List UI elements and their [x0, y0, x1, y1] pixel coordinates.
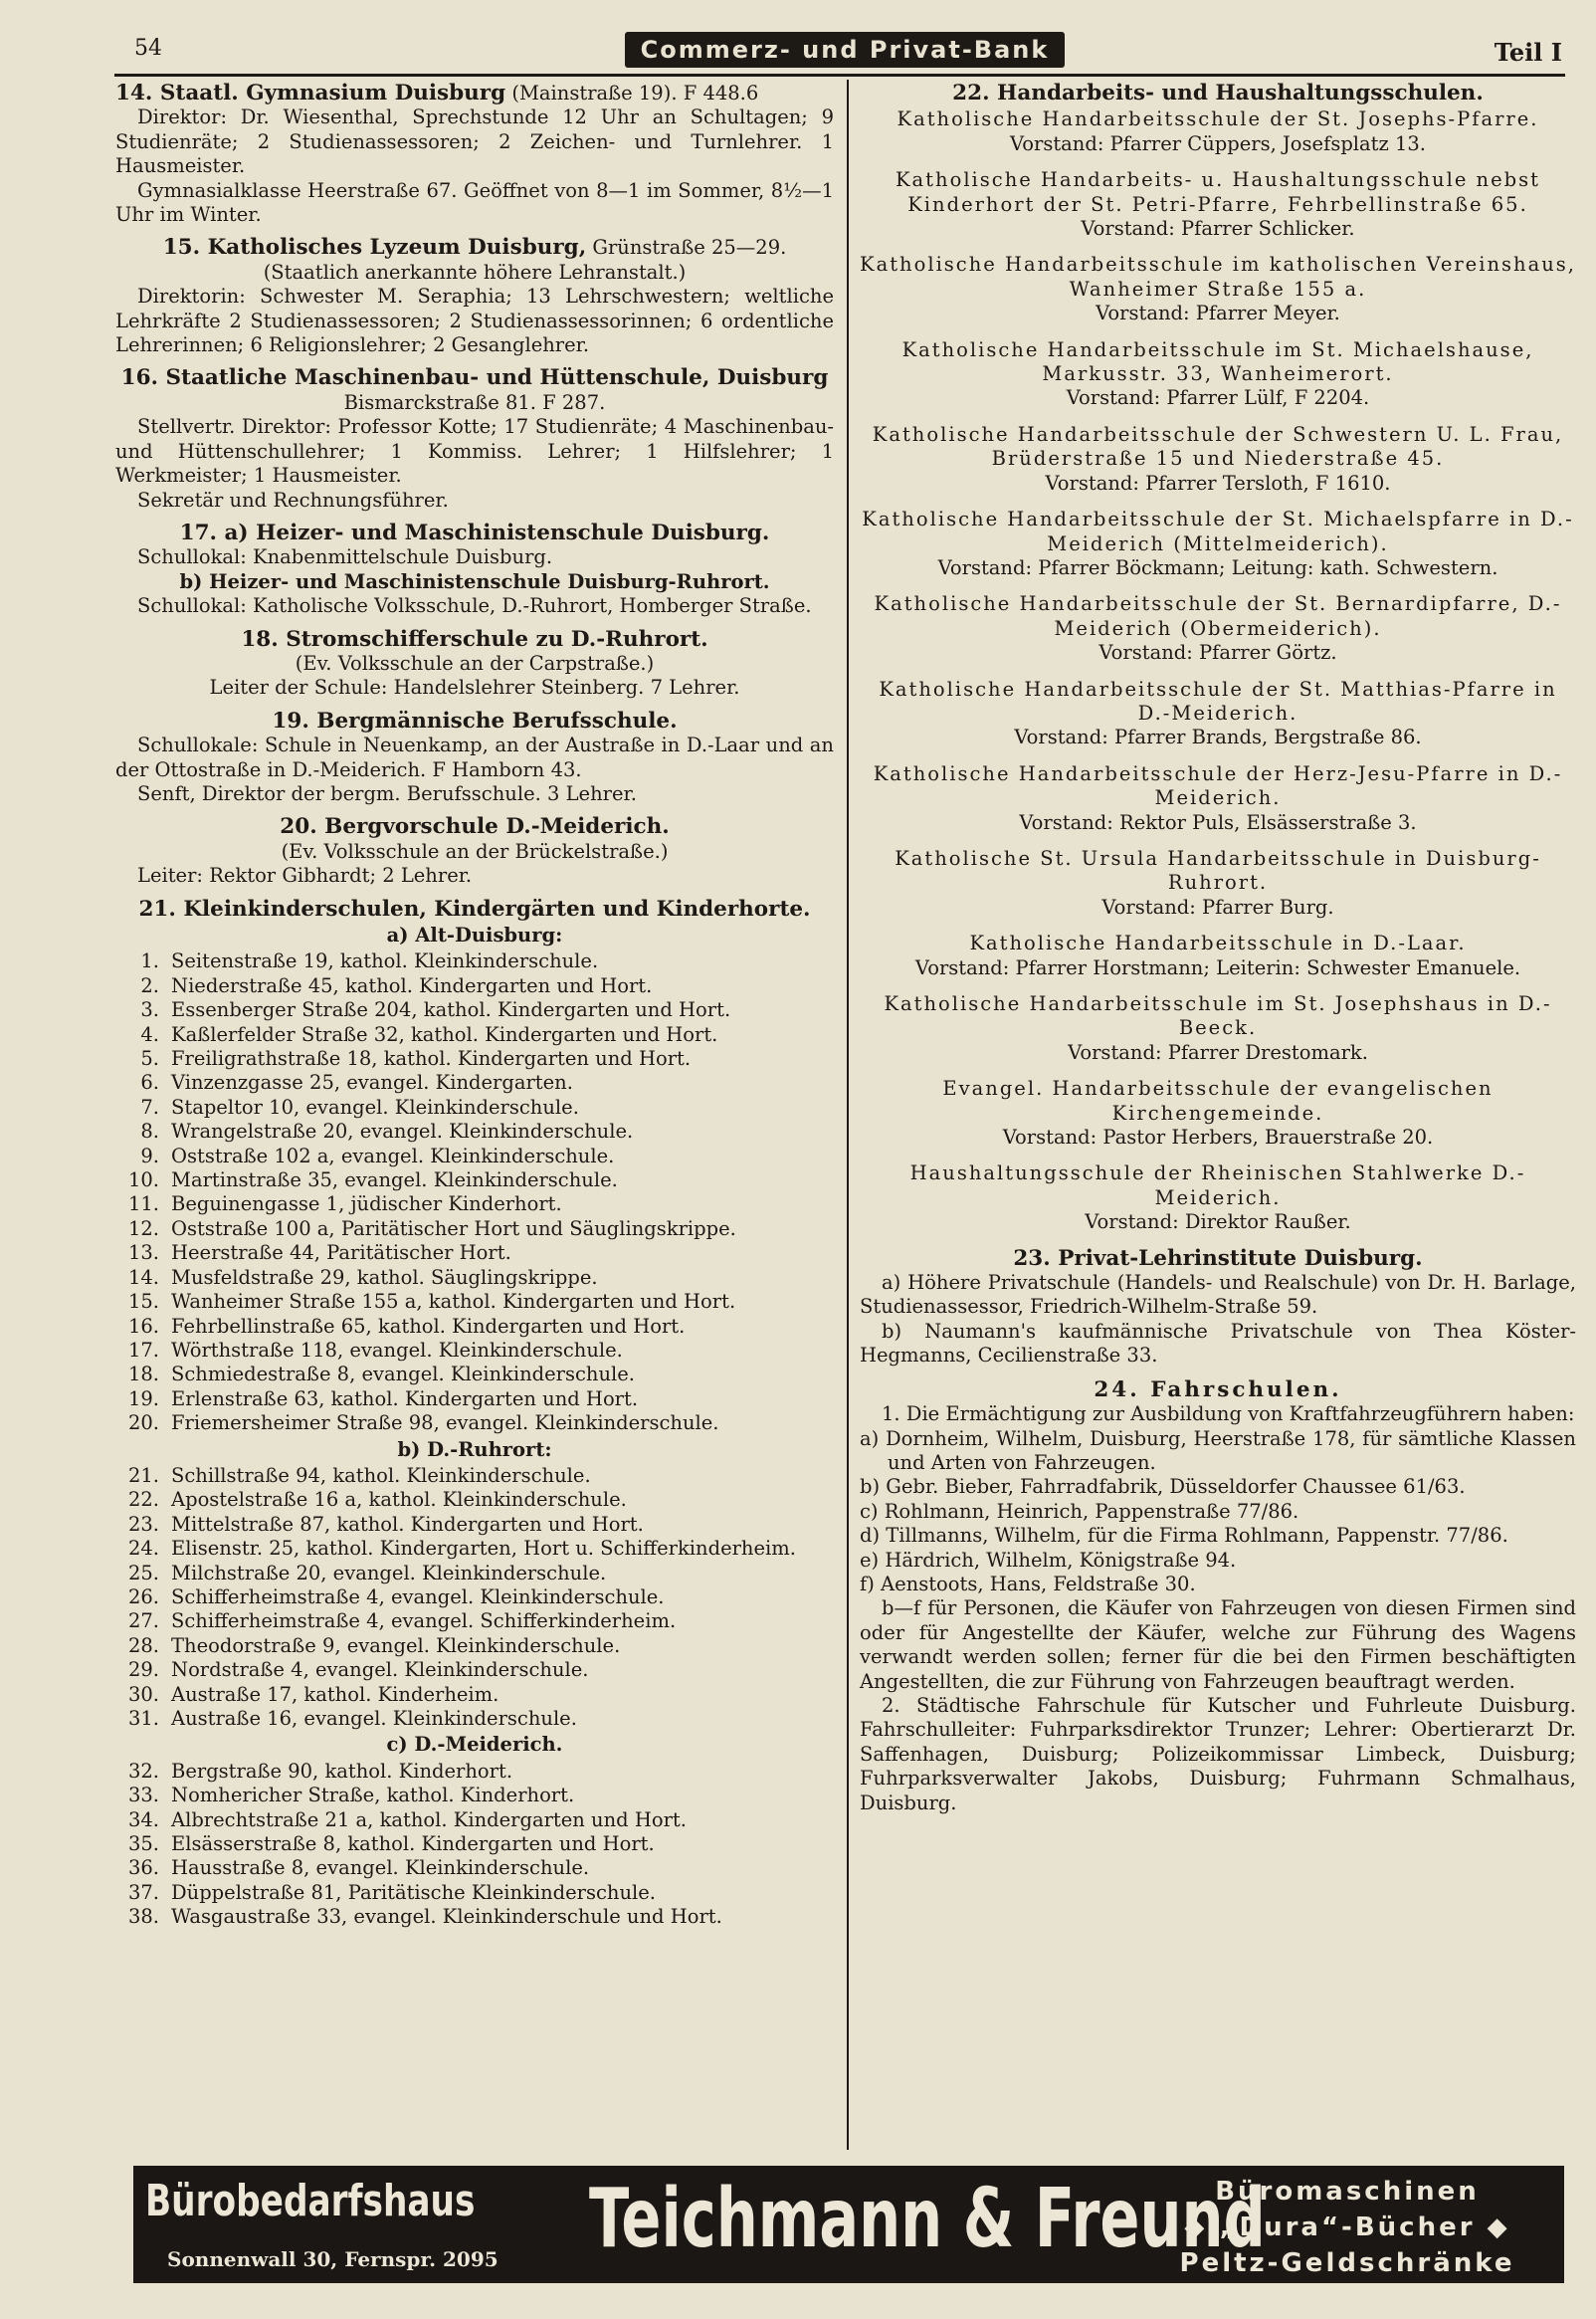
list-item — [115, 1315, 834, 1339]
list-item — [115, 1387, 834, 1411]
group-label: b) D.-Ruhrort: — [397, 1437, 552, 1461]
section-title: 23. Privat-Lehrinstitute Duisburg. — [1013, 1245, 1423, 1271]
list-item-text: Elsässerstraße 8, kathol. Kindergarten und Hort. — [171, 1832, 655, 1856]
list-item — [115, 1513, 834, 1537]
ad-company: Teichmann & Freund — [589, 2172, 1266, 2266]
list-item — [115, 1832, 834, 1856]
school-entry — [860, 762, 1576, 835]
ad-right-line: ◆ „Dura“-Bücher ◆ — [1184, 2213, 1510, 2242]
list-item-text: Nordstraße 4, evangel. Kleinkinderschule. — [171, 1658, 589, 1682]
list-item — [115, 1241, 834, 1265]
list-item-text: Wasgaustraße 33, evangel. Kleinkinderschule und Hort. — [171, 1905, 722, 1929]
school-board: Vorstand: Pfarrer Böckmann; Leitung: kath. Schwestern. — [937, 555, 1498, 579]
list-item-number: 35. — [127, 1832, 159, 1856]
entry-text: Stellvertr. Direktor: Professor Kotte; 17 Studienräte; 4 Maschinenbau- und Hüttenschullehrer; 1 Kommiss. Lehrer; 1 Hilfslehrer; 1 Werkmeister; 1 Hausmeister. — [115, 415, 834, 488]
driving-school-item: f) Aenstoots, Hans, Feldstraße 30. — [860, 1572, 1196, 1595]
school-board: Vorstand: Pfarrer Cüppers, Josefsplatz 13. — [1009, 131, 1426, 155]
list-item-number: 31. — [127, 1707, 159, 1730]
school-name: Evangel. Handarbeitsschule der evangelischen Kirchengemeinde. — [942, 1077, 1494, 1125]
list-item — [115, 1023, 834, 1047]
ad-right — [1138, 2174, 1556, 2281]
school-entry — [860, 338, 1576, 411]
entry-text: Schullokal: Knabenmittelschule Duisburg. — [137, 545, 553, 569]
list-item-number: 15. — [127, 1290, 159, 1314]
list-item-text: Hausstraße 8, evangel. Kleinkinderschule. — [171, 1856, 590, 1880]
list-item-number: 16. — [127, 1314, 159, 1338]
school-entry — [860, 932, 1576, 980]
list-item-number: 18. — [127, 1363, 159, 1386]
list-item — [115, 1145, 834, 1168]
list-item — [115, 1683, 834, 1707]
school-entry — [860, 678, 1576, 750]
school-board: Vorstand: Rektor Puls, Elsässerstraße 3. — [1019, 810, 1417, 834]
list-item — [115, 1192, 834, 1216]
list-item-number: 20. — [127, 1411, 159, 1435]
list-item — [115, 1488, 834, 1512]
list-item-text: Albrechtstraße 21 a, kathol. Kindergarten und Hort. — [171, 1807, 687, 1831]
entry-subtitle: Bismarckstraße 81. F 287. — [343, 390, 606, 414]
driving-school-item: a) Dornheim, Wilhelm, Duisburg, Heerstraße 178, für sämtliche Klassen und Arten von Fahrzeugen. — [860, 1426, 1576, 1474]
list-item — [115, 1217, 834, 1241]
list-item-text: Oststraße 100 a, Paritätischer Hort und Säuglingskrippe. — [171, 1216, 736, 1240]
list-item — [115, 1168, 834, 1192]
entry-text: Schullokal: Katholische Volksschule, D.-Ruhrort, Homberger Straße. — [137, 594, 812, 618]
school-entry — [860, 1077, 1576, 1150]
entry-subtitle: b) Heizer- und Maschinistenschule Duisburg-Ruhrort. — [179, 569, 770, 593]
list-item-number: 29. — [127, 1658, 159, 1682]
list-item — [115, 949, 834, 973]
list-item-text: Wrangelstraße 20, evangel. Kleinkinderschule. — [171, 1120, 634, 1144]
list-item-number: 22. — [127, 1488, 159, 1512]
list-item-text: Vinzenzgasse 25, evangel. Kindergarten. — [171, 1071, 573, 1095]
list-item — [115, 1464, 834, 1488]
list-item-text: Seitenstraße 19, kathol. Kleinkinderschule. — [171, 949, 599, 973]
list-item-number: 28. — [127, 1633, 159, 1657]
entry-text: a) Höhere Privatschule (Handels- und Realschule) von Dr. H. Barlage, Studienassessor, Friedrich-Wilhelm-Straße 59. — [860, 1271, 1576, 1319]
school-entry — [860, 168, 1576, 241]
list-item-text: Apostelstraße 16 a, kathol. Kleinkinderschule. — [171, 1488, 627, 1512]
list-item-text: Musfeldstraße 29, kathol. Säuglingskrippe. — [171, 1265, 598, 1289]
list-item — [115, 1760, 834, 1784]
list-item-number: 34. — [127, 1807, 159, 1831]
school-board: Vorstand: Pfarrer Schlicker. — [1081, 217, 1355, 241]
list-item — [115, 1339, 834, 1363]
section-21 — [115, 898, 834, 1930]
list-item-text: Nomhericher Straße, kathol. Kinderhort. — [171, 1784, 575, 1807]
list-item-number: 13. — [127, 1241, 159, 1265]
list-item-text: Erlenstraße 63, kathol. Kindergarten und Hort. — [171, 1386, 639, 1410]
list-item-number: 38. — [127, 1905, 159, 1929]
advertisement — [133, 2166, 1564, 2283]
school-name: Katholische Handarbeits- u. Haushaltungsschule nebst Kinderhort der St. Petri-Pfarre, Fehrbellinstraße 65. — [895, 168, 1540, 216]
list-item-text: Bergstraße 90, kathol. Kinderhort. — [171, 1759, 513, 1783]
entry-text: 1. Die Ermächtigung zur Ausbildung von Kraftfahrzeugführern haben: — [882, 1402, 1575, 1426]
section-title: 21. Kleinkinderschulen, Kindergärten und Kinderhorte. — [138, 896, 811, 922]
list-item — [115, 1658, 834, 1682]
entry-title-tail: Grünstraße 25—29. — [586, 236, 787, 260]
list-item-number: 23. — [127, 1512, 159, 1536]
list-item-text: Austraße 17, kathol. Kinderheim. — [171, 1682, 499, 1706]
list-item-number: 37. — [127, 1880, 159, 1904]
list-item-number: 11. — [127, 1192, 159, 1216]
list-item-text: Oststraße 102 a, evangel. Kleinkinderschule. — [171, 1144, 615, 1167]
group-list-ruhrort — [115, 1464, 834, 1731]
entry-text: Leiter der Schule: Handelslehrer Steinberg. 7 Lehrer. — [209, 676, 740, 700]
entry-text: Schullokale: Schule in Neuenkamp, an der Austraße in D.-Laar und an der Ottostraße in D.-Meiderich. F Hamborn 43. — [115, 734, 834, 781]
list-item-text: Beguinengasse 1, jüdischer Kinderhort. — [171, 1192, 562, 1216]
list-item-number: 3. — [140, 998, 159, 1022]
entry-title: 15. Katholisches Lyzeum Duisburg, — [162, 235, 587, 261]
left-column — [115, 82, 834, 1930]
list-item-number: 30. — [127, 1682, 159, 1706]
school-board: Vorstand: Pfarrer Burg. — [1101, 895, 1334, 919]
list-item-number: 1. — [140, 949, 159, 973]
list-item-number: 17. — [127, 1338, 159, 1362]
entry-19 — [115, 710, 834, 807]
school-board: Vorstand: Pfarrer Meyer. — [1096, 302, 1340, 325]
list-item-number: 10. — [127, 1168, 159, 1192]
school-name: Katholische Handarbeitsschule der St. Josephs-Pfarre. — [897, 107, 1539, 131]
list-item — [115, 1266, 834, 1290]
entry-16 — [115, 366, 834, 512]
group-label: c) D.-Meiderich. — [386, 1733, 563, 1757]
entry-subtitle: (Staatlich anerkannte höhere Lehranstalt.) — [263, 260, 687, 284]
school-board: Vorstand: Pfarrer Tersloth, F 1610. — [1045, 471, 1391, 495]
entry-text: Gymnasialklasse Heerstraße 67. Geöffnet von 8—1 im Sommer, 8½—1 Uhr im Winter. — [115, 178, 834, 227]
school-entry — [860, 508, 1576, 580]
list-item-number: 6. — [140, 1071, 159, 1095]
entry-text: Sekretär und Rechnungsführer. — [137, 488, 449, 512]
list-item — [115, 1881, 834, 1905]
entry-20 — [115, 815, 834, 888]
school-board: Vorstand: Pastor Herbers, Brauerstraße 20. — [1002, 1126, 1434, 1150]
school-name: Katholische Handarbeitsschule der St. Michaelspfarre in D.-Meiderich (Mittelmeiderich). — [862, 508, 1574, 555]
column-divider — [847, 80, 849, 2150]
list-item-number: 26. — [127, 1584, 159, 1608]
list-item — [115, 1609, 834, 1633]
school-entry — [860, 592, 1576, 665]
list-item-text: Freiligrathstraße 18, kathol. Kindergarten und Hort. — [171, 1047, 692, 1071]
list-item — [115, 1537, 834, 1561]
page-number: 54 — [134, 36, 162, 61]
list-item-text: Schifferheimstraße 4, evangel. Schifferkinderheim. — [171, 1609, 677, 1633]
list-item-text: Stapeltor 10, evangel. Kleinkinderschule. — [171, 1095, 579, 1119]
entry-text: b—f für Personen, die Käufer von Fahrzeugen von diesen Firmen sind oder für Angestellte der Käufer, welche zur Führung des Wagens verwandt werden sollen; ferner für die bei den Firmen beschäftigten Angestellten, die zur Führung von Fahrzeugen beauftragt werden. — [860, 1596, 1576, 1693]
list-item — [115, 998, 834, 1022]
list-item — [115, 1071, 834, 1095]
list-item — [115, 1096, 834, 1120]
school-board: Vorstand: Pfarrer Brands, Bergstraße 86. — [1014, 726, 1422, 749]
list-item — [115, 1290, 834, 1314]
section-22-list — [860, 107, 1576, 1234]
school-entry — [860, 423, 1576, 496]
header-rule — [114, 74, 1565, 77]
group-list-alt-duisburg — [115, 949, 834, 1435]
list-item — [115, 1047, 834, 1071]
list-item-text: Düppelstraße 81, Paritätische Kleinkinderschule. — [171, 1880, 657, 1904]
list-item-text: Elisenstr. 25, kathol. Kindergarten, Hort u. Schifferkinderheim. — [171, 1537, 796, 1561]
entry-title: 20. Bergvorschule D.-Meiderich. — [280, 814, 670, 840]
driving-school-item: c) Rohlmann, Heinrich, Pappenstraße 77/86. — [860, 1499, 1299, 1523]
list-item — [115, 1808, 834, 1832]
list-item-number: 19. — [127, 1386, 159, 1410]
list-item-number: 33. — [127, 1784, 159, 1807]
school-name: Katholische Handarbeitsschule im katholischen Vereinshaus, Wanheimer Straße 155 a. — [860, 253, 1576, 301]
ad-right-line: Büromaschinen — [1215, 2177, 1480, 2207]
entry-text: 2. Städtische Fahrschule für Kutscher und Fuhrleute Duisburg. Fahrschulleiter: Fuhrparksdirektor Trunzer; Lehrer: Obertierarzt Dr. Saffenhagen, Duisburg; Polizeikommissar Limbeck, Duisburg; Fuhrparksverwalter Jakobs, Duisburg; Fuhrmann Schmalhaus, Duisburg. — [860, 1693, 1576, 1814]
list-item-text: Austraße 16, evangel. Kleinkinderschule. — [171, 1707, 577, 1730]
list-item — [115, 1856, 834, 1880]
list-item-text: Schmiedestraße 8, evangel. Kleinkinderschule. — [171, 1363, 636, 1386]
list-item-text: Schifferheimstraße 4, evangel. Kleinkinderschule. — [171, 1584, 665, 1608]
entry-title: 18. Stromschifferschule zu D.-Ruhrort. — [241, 626, 708, 652]
school-entry — [860, 992, 1576, 1065]
list-item — [115, 1634, 834, 1658]
list-item-number: 32. — [127, 1759, 159, 1783]
entry-text: b) Naumann's kaufmännische Privatschule von Thea Köster-Hegmanns, Cecilienstraße 33. — [860, 1319, 1576, 1368]
list-item-number: 9. — [140, 1144, 159, 1167]
list-item — [115, 1120, 834, 1144]
list-item-text: Theodorstraße 9, evangel. Kleinkinderschule. — [171, 1633, 621, 1657]
list-item-number: 36. — [127, 1856, 159, 1880]
list-item-number: 24. — [127, 1537, 159, 1561]
list-item-number: 5. — [140, 1047, 159, 1071]
list-item — [115, 1411, 834, 1435]
entry-subtitle: (Ev. Volksschule an der Carpstraße.) — [295, 651, 655, 675]
school-entry — [860, 107, 1576, 156]
list-item-text: Wörthstraße 118, evangel. Kleinkinderschule. — [171, 1338, 623, 1362]
list-item — [115, 974, 834, 998]
school-entry — [860, 253, 1576, 325]
group-label: a) Alt-Duisburg: — [386, 924, 563, 947]
list-item-text: Fehrbellinstraße 65, kathol. Kindergarten und Hort. — [171, 1314, 686, 1338]
list-item-number: 21. — [127, 1463, 159, 1487]
section-title: 24. Fahrschulen. — [1094, 1376, 1342, 1402]
list-item-text: Martinstraße 35, evangel. Kleinkinderschule. — [171, 1168, 618, 1192]
school-board: Vorstand: Pfarrer Lülf, F 2204. — [1066, 386, 1370, 410]
list-item-text: Essenberger Straße 204, kathol. Kindergarten und Hort. — [171, 998, 731, 1022]
list-item-text: Niederstraße 45, kathol. Kindergarten und Hort. — [171, 973, 653, 997]
entry-17 — [115, 522, 834, 619]
list-item-text: Milchstraße 20, evangel. Kleinkinderschule. — [171, 1561, 607, 1584]
list-item-number: 14. — [127, 1265, 159, 1289]
list-item-number: 8. — [140, 1120, 159, 1144]
list-item-number: 2. — [140, 973, 159, 997]
entry-title-tail: (Mainstraße 19). F 448.6 — [505, 82, 759, 105]
list-item — [115, 1363, 834, 1386]
entry-text: Senft, Direktor der bergm. Berufsschule. 3 Lehrer. — [137, 781, 637, 805]
list-item — [115, 1562, 834, 1585]
ad-left-title: Bürobedarfshaus — [145, 2176, 476, 2226]
section-24-list — [860, 1427, 1576, 1597]
ad-address: Sonnenwall 30, Fernspr. 2095 — [167, 2247, 499, 2271]
list-item-text: Schillstraße 94, kathol. Kleinkinderschule. — [171, 1463, 591, 1487]
school-board: Vorstand: Pfarrer Drestomark. — [1068, 1040, 1368, 1064]
entry-text: Direktorin: Schwester M. Seraphia; 13 Lehrschwestern; weltliche Lehrkräfte 2 Studienassessoren; 2 Studienassessorinnen; 6 ordentliche Lehrerinnen; 6 Religionslehrer; 2 Gesanglehrer. — [115, 285, 834, 357]
school-name: Katholische Handarbeitsschule im St. Josephshaus in D.-Beeck. — [884, 992, 1552, 1040]
list-item-number: 12. — [127, 1216, 159, 1240]
school-name: Katholische Handarbeitsschule der St. Matthias-Pfarre in D.-Meiderich. — [879, 677, 1557, 725]
entry-text: Direktor: Dr. Wiesenthal, Sprechstunde 12 Uhr an Schultagen; 9 Studienräte; 2 Studienassessoren; 2 Zeichen- und Turnlehrer. 1 Hausmeister. — [115, 105, 834, 178]
driving-school-item: e) Härdrich, Wilhelm, Königstraße 94. — [860, 1548, 1237, 1572]
entry-subtitle: (Ev. Volksschule an der Brückelstraße.) — [281, 839, 669, 863]
list-item-number: 7. — [140, 1095, 159, 1119]
school-entry — [860, 847, 1576, 920]
entry-text: Leiter: Rektor Gibhardt; 2 Lehrer. — [137, 864, 473, 888]
entry-title: 14. Staatl. Gymnasium Duisburg — [115, 81, 506, 105]
school-name: Katholische Handarbeitsschule der Herz-Jesu-Pfarre in D.-Meiderich. — [873, 761, 1563, 810]
bank-banner: Commerz- und Privat-Bank — [625, 32, 1065, 68]
school-board: Vorstand: Direktor Raußer. — [1085, 1210, 1351, 1234]
school-board: Vorstand: Pfarrer Görtz. — [1098, 641, 1337, 665]
ad-right-line: Peltz-Geldschränke — [1179, 2248, 1515, 2278]
list-item-text: Friemersheimer Straße 98, evangel. Kleinkinderschule. — [171, 1411, 719, 1435]
list-item-text: Wanheimer Straße 155 a, kathol. Kindergarten und Hort. — [171, 1290, 736, 1314]
list-item-number: 4. — [140, 1022, 159, 1046]
entry-title: 19. Bergmännische Berufsschule. — [272, 708, 678, 734]
list-item-text: Heerstraße 44, Paritätischer Hort. — [171, 1241, 511, 1265]
right-column — [860, 82, 1576, 1815]
driving-school-item: b) Gebr. Bieber, Fahrradfabrik, Düsseldorfer Chaussee 61/63. — [860, 1475, 1466, 1499]
list-item — [115, 1905, 834, 1929]
school-name: Katholische Handarbeitsschule der Schwestern U. L. Frau, Brüderstraße 15 und Niederstraße 45. — [872, 422, 1564, 471]
list-item-number: 27. — [127, 1609, 159, 1633]
school-name: Katholische Handarbeitsschule der St. Bernardipfarre, D.-Meiderich (Obermeiderich). — [874, 592, 1562, 640]
list-item — [115, 1585, 834, 1609]
school-board: Vorstand: Pfarrer Horstmann; Leiterin: Schwester Emanuele. — [914, 955, 1521, 979]
school-name: Katholische St. Ursula Handarbeitsschule in Duisburg-Ruhrort. — [895, 846, 1541, 895]
school-name: Katholische Handarbeitsschule im St. Michaelshause, Markusstr. 33, Wanheimerort. — [901, 337, 1534, 386]
list-item-text: Mittelstraße 87, kathol. Kindergarten und Hort. — [171, 1512, 644, 1536]
entry-14 — [115, 82, 834, 227]
driving-school-item: d) Tillmanns, Wilhelm, für die Firma Rohlmann, Pappenstr. 77/86. — [860, 1524, 1508, 1548]
section-title: 22. Handarbeits- und Haushaltungsschulen. — [952, 81, 1484, 105]
entry-18 — [115, 628, 834, 701]
part-label: Teil I — [1494, 38, 1562, 67]
group-list-meiderich — [115, 1760, 834, 1930]
school-entry — [860, 1161, 1576, 1234]
list-item-text: Kaßlerfelder Straße 32, kathol. Kindergarten und Hort. — [171, 1022, 718, 1046]
entry-title: 16. Staatliche Maschinenbau- und Hüttenschule, Duisburg — [120, 365, 829, 391]
school-name: Haushaltungsschule der Rheinischen Stahlwerke D.-Meiderich. — [909, 1161, 1526, 1209]
school-name: Katholische Handarbeitsschule in D.-Laar. — [969, 932, 1467, 955]
entry-15 — [115, 236, 834, 357]
list-item-number: 25. — [127, 1561, 159, 1584]
entry-title: 17. a) Heizer- und Maschinistenschule Duisburg. — [179, 520, 770, 545]
list-item — [115, 1784, 834, 1807]
list-item — [115, 1707, 834, 1731]
